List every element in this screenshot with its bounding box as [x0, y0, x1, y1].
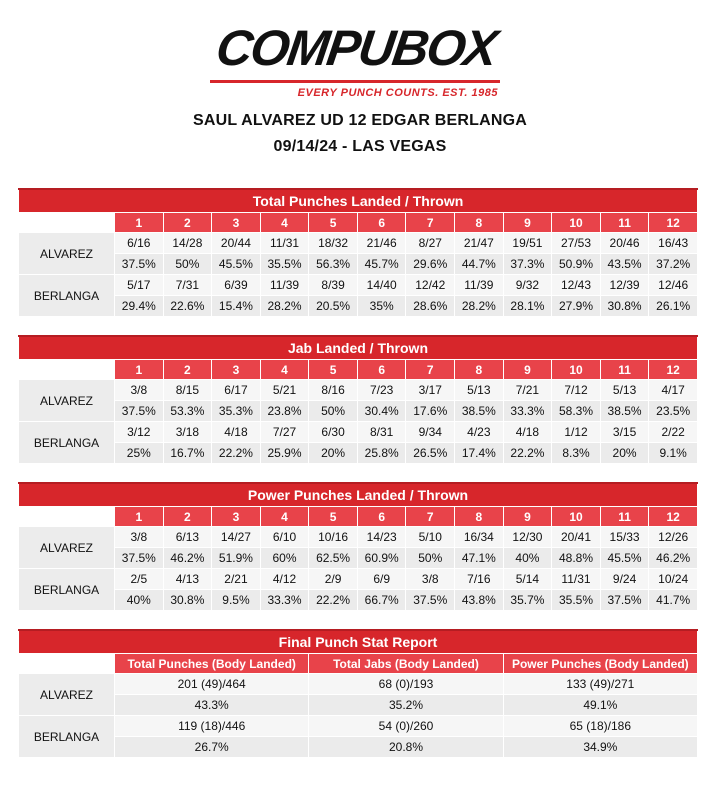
- count-cell: 6/16: [115, 233, 164, 254]
- pct-cell: 23.8%: [260, 401, 309, 422]
- logo-tagline: EVERY PUNCH COUNTS. EST. 1985: [297, 87, 498, 99]
- fighter-counts-row: [19, 275, 698, 296]
- pct-cell: 40%: [115, 590, 164, 611]
- pct-cell: 45.5%: [212, 254, 261, 275]
- count-cell: 3/15: [600, 422, 649, 443]
- pct-cell: 66.7%: [357, 590, 406, 611]
- round-header: 1: [115, 213, 164, 233]
- table-title: Total Punches Landed / Thrown: [19, 189, 698, 213]
- pct-cell: 35.3%: [212, 401, 261, 422]
- count-cell: 27/53: [552, 233, 601, 254]
- pct-cell: 29.4%: [115, 296, 164, 317]
- pct-cell: 60.9%: [357, 548, 406, 569]
- pct-cell: 43.3%: [115, 695, 309, 716]
- pct-cell: 46.2%: [649, 548, 698, 569]
- pct-cell: 29.6%: [406, 254, 455, 275]
- count-cell: 10/16: [309, 527, 358, 548]
- logo-underline: [210, 80, 500, 83]
- round-header: 2: [163, 507, 212, 527]
- count-cell: 7/16: [455, 569, 504, 590]
- count-cell: 20/46: [600, 233, 649, 254]
- final-row-berlanga-counts: [19, 716, 698, 737]
- pct-cell: 15.4%: [212, 296, 261, 317]
- count-cell: 11/39: [455, 275, 504, 296]
- pct-cell: 50%: [163, 254, 212, 275]
- count-cell: 4/13: [163, 569, 212, 590]
- pct-cell: 26.5%: [406, 443, 455, 464]
- round-header: 10: [552, 360, 601, 380]
- stat-cell: 133 (49)/271: [503, 674, 697, 695]
- pct-cell: 62.5%: [309, 548, 358, 569]
- count-cell: 4/12: [260, 569, 309, 590]
- round-header: 11: [600, 360, 649, 380]
- count-cell: 12/46: [649, 275, 698, 296]
- count-cell: 8/16: [309, 380, 358, 401]
- count-cell: 10/24: [649, 569, 698, 590]
- fighter-name: BERLANGA: [19, 569, 115, 611]
- fighter-pct-row: [19, 590, 698, 611]
- round-header: 2: [163, 360, 212, 380]
- count-cell: 11/31: [552, 569, 601, 590]
- round-header: 8: [455, 360, 504, 380]
- count-cell: 2/5: [115, 569, 164, 590]
- count-cell: 9/24: [600, 569, 649, 590]
- pct-cell: 22.2%: [309, 590, 358, 611]
- pct-cell: 37.5%: [600, 590, 649, 611]
- round-header: 12: [649, 360, 698, 380]
- pct-cell: 51.9%: [212, 548, 261, 569]
- stat-cell: 201 (49)/464: [115, 674, 309, 695]
- pct-cell: 17.4%: [455, 443, 504, 464]
- header-corner: [19, 507, 115, 527]
- pct-cell: 28.2%: [455, 296, 504, 317]
- count-cell: 5/14: [503, 569, 552, 590]
- pct-cell: 43.5%: [600, 254, 649, 275]
- count-cell: 7/23: [357, 380, 406, 401]
- round-header: 6: [357, 213, 406, 233]
- count-cell: 6/30: [309, 422, 358, 443]
- final-stat-table: [18, 629, 698, 758]
- fighter-pct-row: [19, 401, 698, 422]
- fighter-counts-row: [19, 527, 698, 548]
- jab-table: [18, 335, 698, 464]
- pct-cell: 37.2%: [649, 254, 698, 275]
- round-header: 11: [600, 213, 649, 233]
- pct-cell: 28.2%: [260, 296, 309, 317]
- round-header: 3: [212, 360, 261, 380]
- pct-cell: 37.3%: [503, 254, 552, 275]
- round-header: 3: [212, 213, 261, 233]
- table-title: Jab Landed / Thrown: [19, 336, 698, 360]
- pct-cell: 23.5%: [649, 401, 698, 422]
- compubox-logo: [200, 20, 510, 99]
- pct-cell: 33.3%: [503, 401, 552, 422]
- count-cell: 7/21: [503, 380, 552, 401]
- final-row-alvarez-counts: [19, 674, 698, 695]
- count-cell: 8/15: [163, 380, 212, 401]
- count-cell: 3/18: [163, 422, 212, 443]
- round-header: 7: [406, 507, 455, 527]
- pct-cell: 28.6%: [406, 296, 455, 317]
- total-punches-table: [18, 188, 698, 317]
- pct-cell: 27.9%: [552, 296, 601, 317]
- round-header: 1: [115, 507, 164, 527]
- count-cell: 5/17: [115, 275, 164, 296]
- pct-cell: 58.3%: [552, 401, 601, 422]
- stat-cell: 54 (0)/260: [309, 716, 503, 737]
- count-cell: 12/26: [649, 527, 698, 548]
- pct-cell: 30.8%: [163, 590, 212, 611]
- pct-cell: 26.1%: [649, 296, 698, 317]
- round-header: 5: [309, 360, 358, 380]
- pct-cell: 35.7%: [503, 590, 552, 611]
- count-cell: 11/31: [260, 233, 309, 254]
- count-cell: 2/22: [649, 422, 698, 443]
- round-header: 7: [406, 213, 455, 233]
- stat-cell: 65 (18)/186: [503, 716, 697, 737]
- round-header: 9: [503, 213, 552, 233]
- fighter-counts-row: [19, 233, 698, 254]
- pct-cell: 22.2%: [212, 443, 261, 464]
- pct-cell: 20%: [600, 443, 649, 464]
- count-cell: 7/12: [552, 380, 601, 401]
- fighter-name: ALVAREZ: [19, 527, 115, 569]
- pct-cell: 17.6%: [406, 401, 455, 422]
- count-cell: 4/18: [212, 422, 261, 443]
- pct-cell: 43.8%: [455, 590, 504, 611]
- count-cell: 3/8: [115, 527, 164, 548]
- final-table-title: Final Punch Stat Report: [19, 630, 698, 654]
- fighter-name: BERLANGA: [19, 422, 115, 464]
- round-header: 12: [649, 507, 698, 527]
- pct-cell: 37.5%: [115, 254, 164, 275]
- count-cell: 8/31: [357, 422, 406, 443]
- pct-cell: 40%: [503, 548, 552, 569]
- round-header: 9: [503, 507, 552, 527]
- pct-cell: 48.8%: [552, 548, 601, 569]
- round-header: 5: [309, 213, 358, 233]
- count-cell: 16/34: [455, 527, 504, 548]
- fighter-pct-row: [19, 296, 698, 317]
- round-header: 6: [357, 507, 406, 527]
- pct-cell: 22.6%: [163, 296, 212, 317]
- count-cell: 4/17: [649, 380, 698, 401]
- fighter-pct-row: [19, 548, 698, 569]
- stat-cell: 68 (0)/193: [309, 674, 503, 695]
- round-header: 8: [455, 507, 504, 527]
- pct-cell: 33.3%: [260, 590, 309, 611]
- col-header-jabs: Total Jabs (Body Landed): [309, 654, 503, 674]
- power-punches-table: [18, 482, 698, 611]
- count-cell: 14/28: [163, 233, 212, 254]
- round-header: 2: [163, 213, 212, 233]
- pct-cell: 38.5%: [600, 401, 649, 422]
- count-cell: 15/33: [600, 527, 649, 548]
- pct-cell: 45.5%: [600, 548, 649, 569]
- header-corner: [19, 654, 115, 674]
- count-cell: 5/10: [406, 527, 455, 548]
- round-header: 9: [503, 360, 552, 380]
- final-row-alvarez-pcts: [19, 695, 698, 716]
- pct-cell: 34.9%: [503, 737, 697, 758]
- round-header: 4: [260, 213, 309, 233]
- fighter-name: ALVAREZ: [19, 233, 115, 275]
- count-cell: 6/13: [163, 527, 212, 548]
- pct-cell: 35.2%: [309, 695, 503, 716]
- pct-cell: 35%: [357, 296, 406, 317]
- pct-cell: 30.8%: [600, 296, 649, 317]
- pct-cell: 30.4%: [357, 401, 406, 422]
- fight-title: SAUL ALVAREZ UD 12 EDGAR BERLANGA: [192, 112, 528, 129]
- count-cell: 8/39: [309, 275, 358, 296]
- round-header: 4: [260, 507, 309, 527]
- round-header: 10: [552, 213, 601, 233]
- round-header: 1: [115, 360, 164, 380]
- pct-cell: 25.9%: [260, 443, 309, 464]
- pct-cell: 25.8%: [357, 443, 406, 464]
- round-header: 5: [309, 507, 358, 527]
- count-cell: 18/32: [309, 233, 358, 254]
- round-header: 12: [649, 213, 698, 233]
- pct-cell: 46.2%: [163, 548, 212, 569]
- fight-date-location: 09/14/24 - LAS VEGAS: [273, 138, 447, 155]
- count-cell: 19/51: [503, 233, 552, 254]
- count-cell: 5/13: [455, 380, 504, 401]
- count-cell: 12/42: [406, 275, 455, 296]
- count-cell: 14/23: [357, 527, 406, 548]
- count-cell: 21/47: [455, 233, 504, 254]
- pct-cell: 49.1%: [503, 695, 697, 716]
- pct-cell: 16.7%: [163, 443, 212, 464]
- logo-wordmark: COMPUBOX: [212, 20, 500, 76]
- fighter-name: BERLANGA: [19, 275, 115, 317]
- count-cell: 7/27: [260, 422, 309, 443]
- fighter-counts-row: [19, 422, 698, 443]
- round-header: 11: [600, 507, 649, 527]
- col-header-total: Total Punches (Body Landed): [115, 654, 309, 674]
- pct-cell: 20.5%: [309, 296, 358, 317]
- count-cell: 5/13: [600, 380, 649, 401]
- pct-cell: 50%: [406, 548, 455, 569]
- col-header-power: Power Punches (Body Landed): [503, 654, 697, 674]
- count-cell: 6/39: [212, 275, 261, 296]
- count-cell: 3/17: [406, 380, 455, 401]
- pct-cell: 50.9%: [552, 254, 601, 275]
- fighter-name: ALVAREZ: [19, 380, 115, 422]
- pct-cell: 37.5%: [115, 548, 164, 569]
- pct-cell: 37.5%: [406, 590, 455, 611]
- count-cell: 6/9: [357, 569, 406, 590]
- count-cell: 9/34: [406, 422, 455, 443]
- count-cell: 14/27: [212, 527, 261, 548]
- count-cell: 2/21: [212, 569, 261, 590]
- count-cell: 3/12: [115, 422, 164, 443]
- pct-cell: 20%: [309, 443, 358, 464]
- count-cell: 12/43: [552, 275, 601, 296]
- header-corner: [19, 213, 115, 233]
- pct-cell: 28.1%: [503, 296, 552, 317]
- fighter-name: BERLANGA: [19, 716, 115, 758]
- pct-cell: 47.1%: [455, 548, 504, 569]
- pct-cell: 56.3%: [309, 254, 358, 275]
- pct-cell: 26.7%: [115, 737, 309, 758]
- round-header: 6: [357, 360, 406, 380]
- round-header: 7: [406, 360, 455, 380]
- pct-cell: 38.5%: [455, 401, 504, 422]
- count-cell: 2/9: [309, 569, 358, 590]
- pct-cell: 41.7%: [649, 590, 698, 611]
- pct-cell: 8.3%: [552, 443, 601, 464]
- count-cell: 20/44: [212, 233, 261, 254]
- count-cell: 7/31: [163, 275, 212, 296]
- round-header: 4: [260, 360, 309, 380]
- count-cell: 9/32: [503, 275, 552, 296]
- pct-cell: 60%: [260, 548, 309, 569]
- fighter-name: ALVAREZ: [19, 674, 115, 716]
- pct-cell: 45.7%: [357, 254, 406, 275]
- round-header: 3: [212, 507, 261, 527]
- count-cell: 5/21: [260, 380, 309, 401]
- stat-cell: 119 (18)/446: [115, 716, 309, 737]
- pct-cell: 50%: [309, 401, 358, 422]
- pct-cell: 9.1%: [649, 443, 698, 464]
- count-cell: 1/12: [552, 422, 601, 443]
- pct-cell: 35.5%: [260, 254, 309, 275]
- count-cell: 3/8: [115, 380, 164, 401]
- pct-cell: 53.3%: [163, 401, 212, 422]
- round-header: 10: [552, 507, 601, 527]
- pct-cell: 22.2%: [503, 443, 552, 464]
- count-cell: 4/18: [503, 422, 552, 443]
- count-cell: 12/30: [503, 527, 552, 548]
- count-cell: 11/39: [260, 275, 309, 296]
- fighter-counts-row: [19, 569, 698, 590]
- header-corner: [19, 360, 115, 380]
- count-cell: 8/27: [406, 233, 455, 254]
- pct-cell: 37.5%: [115, 401, 164, 422]
- count-cell: 14/40: [357, 275, 406, 296]
- fighter-pct-row: [19, 443, 698, 464]
- table-title: Power Punches Landed / Thrown: [19, 483, 698, 507]
- count-cell: 21/46: [357, 233, 406, 254]
- pct-cell: 35.5%: [552, 590, 601, 611]
- count-cell: 6/10: [260, 527, 309, 548]
- count-cell: 16/43: [649, 233, 698, 254]
- count-cell: 12/39: [600, 275, 649, 296]
- pct-cell: 44.7%: [455, 254, 504, 275]
- pct-cell: 25%: [115, 443, 164, 464]
- count-cell: 6/17: [212, 380, 261, 401]
- count-cell: 20/41: [552, 527, 601, 548]
- final-row-berlanga-pcts: [19, 737, 698, 758]
- round-header: 8: [455, 213, 504, 233]
- count-cell: 4/23: [455, 422, 504, 443]
- pct-cell: 9.5%: [212, 590, 261, 611]
- pct-cell: 20.8%: [309, 737, 503, 758]
- fighter-pct-row: [19, 254, 698, 275]
- fighter-counts-row: [19, 380, 698, 401]
- count-cell: 3/8: [406, 569, 455, 590]
